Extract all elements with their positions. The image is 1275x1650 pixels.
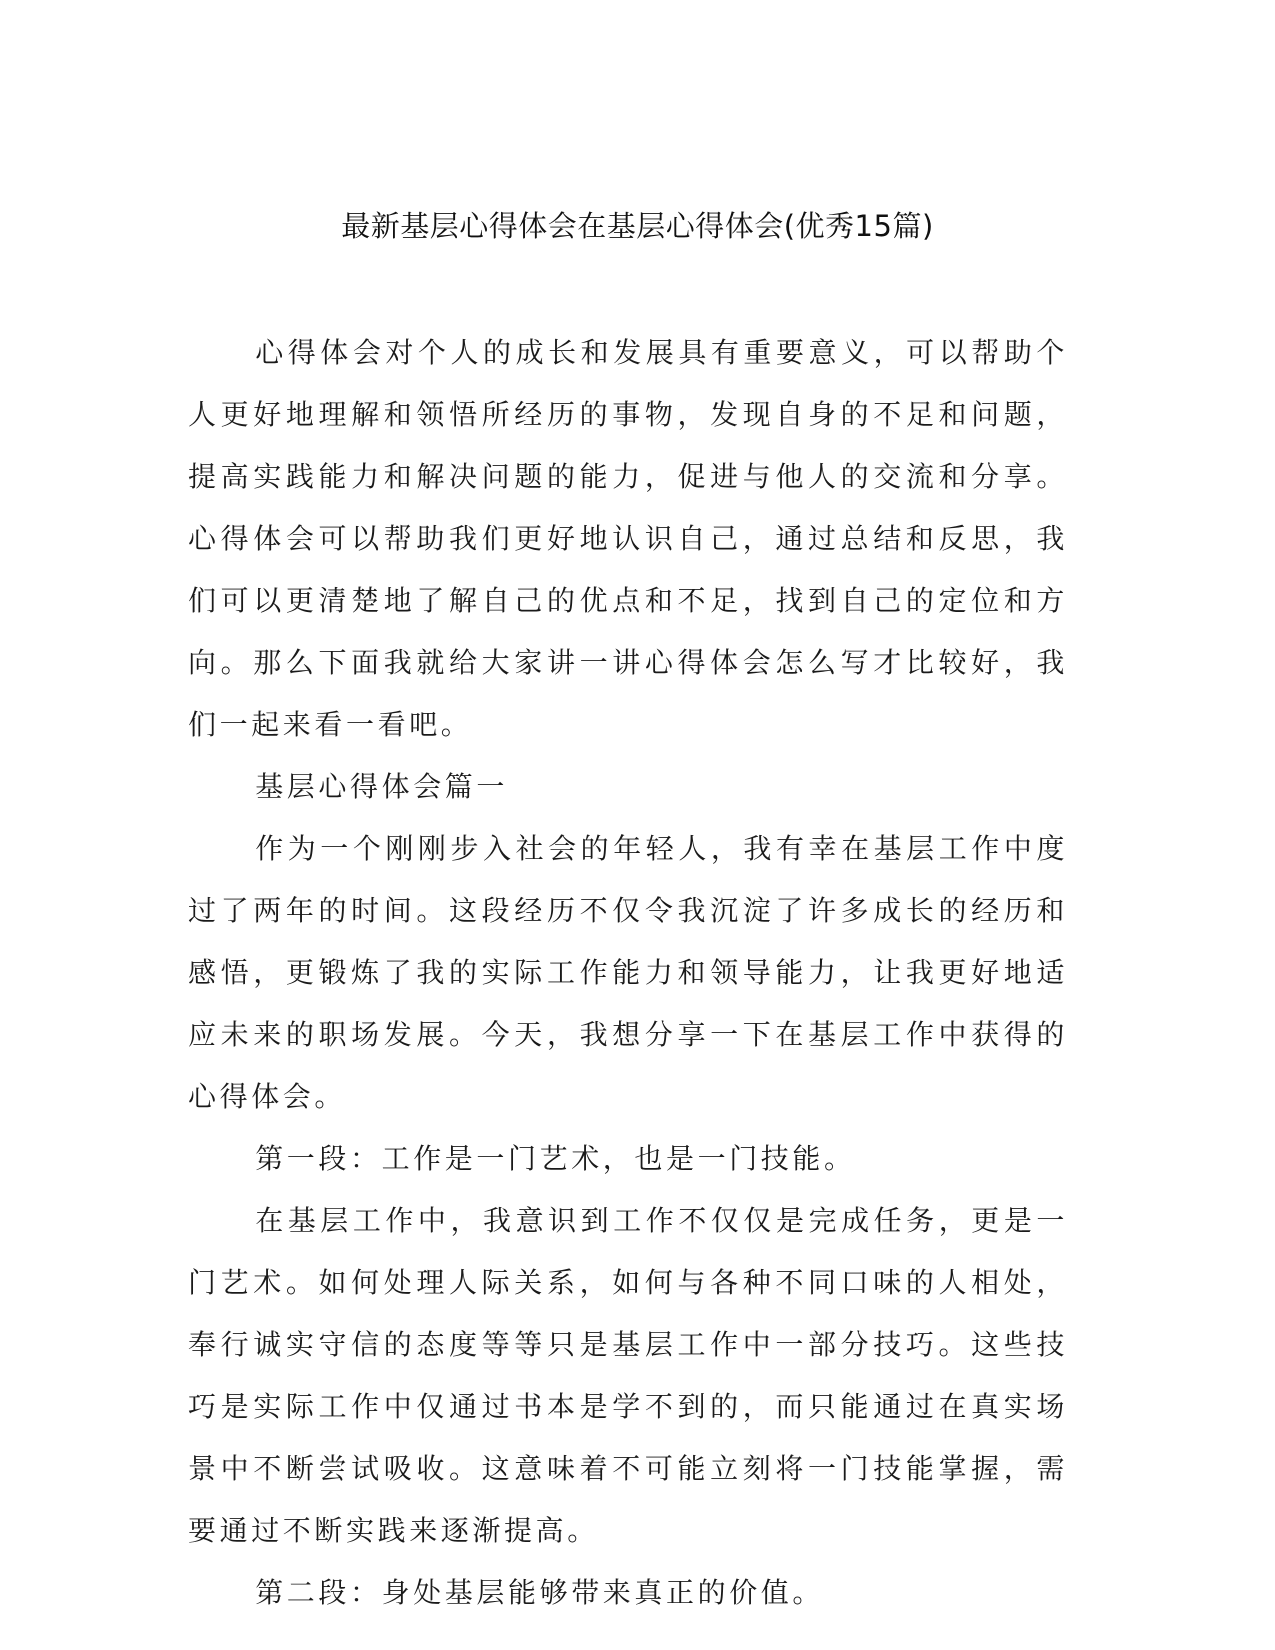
- subsection-heading-first: 第一段：工作是一门艺术，也是一门技能。: [255, 1142, 856, 1175]
- subsection-heading-second: 第二段：身处基层能够带来真正的价值。: [255, 1576, 824, 1609]
- intro-paragraph: 心得体会对个人的成长和发展具有重要意义，可以帮助个人更好地理解和领悟所经历的事物，发现自身的不足和问题，提高实践能力和解决问题的能力，促进与他人的交流和分享。心得体会可以帮助我们更好地认识自己，通过总结和反思，我们可以更清楚地了解自己的优点和不足，找到自己的定位和方向。那么下面我就给大家讲一讲心得体会怎么写才比较好，我们一起来看一看吧。: [188, 336, 1068, 741]
- document-title: 最新基层心得体会在基层心得体会(优秀15篇): [341, 209, 934, 243]
- section-heading-part-one: 基层心得体会篇一: [255, 770, 508, 803]
- body-paragraph: 在基层工作中，我意识到工作不仅仅是完成任务，更是一门艺术。如何处理人际关系，如何与各种不同口味的人相处，奉行诚实守信的态度等等只是基层工作中一部分技巧。这些技巧是实际工作中仅通过书本是学不到的，而只能通过在真实场景中不断尝试吸收。这意味着不可能立刻将一门技能掌握，需要通过不断实践来逐渐提高。: [188, 1204, 1068, 1547]
- document-body: [188, 322, 1068, 1624]
- body-paragraph: 作为一个刚刚步入社会的年轻人，我有幸在基层工作中度过了两年的时间。这段经历不仅令我沉淀了许多成长的经历和感悟，更锻炼了我的实际工作能力和领导能力，让我更好地适应未来的职场发展。今天，我想分享一下在基层工作中获得的心得体会。: [188, 832, 1068, 1113]
